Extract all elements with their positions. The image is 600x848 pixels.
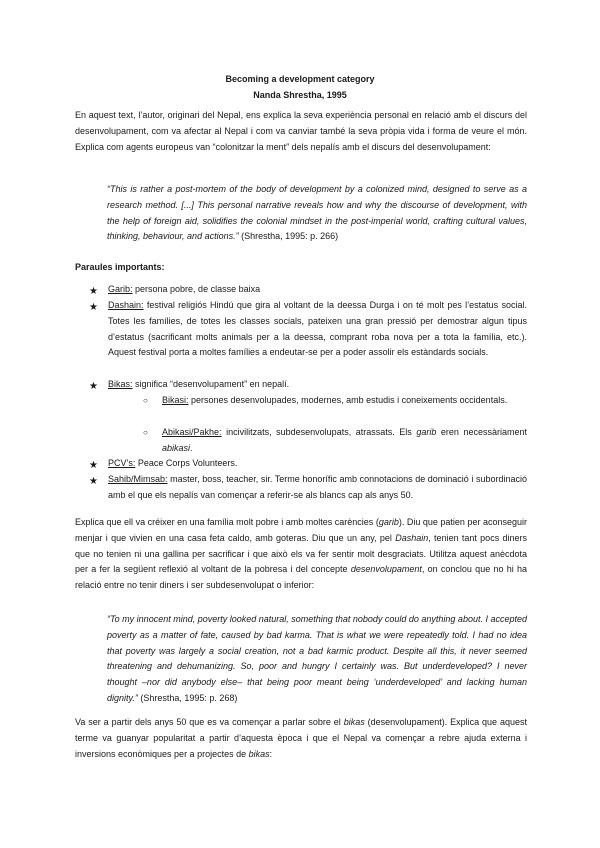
circle-icon: ○ [143, 428, 148, 437]
text-run: ). Diu que patien per aconseguir menjar i que vivien en una casa feta caldo, amb goteras. Diu que un any, pel [75, 517, 527, 543]
subterm-definition: . [190, 442, 193, 453]
circle-icon: ○ [143, 396, 148, 405]
text-run-italic: desenvolupament [350, 564, 422, 575]
text-run: : [269, 748, 273, 759]
star-icon: ★ [89, 381, 98, 392]
term-definition: significa “desenvolupament” en nepalí. [132, 379, 290, 389]
star-icon: ★ [89, 302, 98, 313]
text-run-italic: garib [378, 517, 399, 527]
paragraph-3 [75, 715, 527, 762]
intro-paragraph: En aquest text, l’autor, originari del Nepal, ens explica la seva experiència personal en relació amb el discurs del desenvolupament, com va afectar al Nepal i com va canviar també la seva pròpia vida i forma de veure el món. Explica com agents europeus van “colonitzar la ment” dels nepalís amb el discurs del desenvolupament: [75, 110, 527, 152]
text-run-italic: bikas [248, 748, 270, 759]
subterm-definition-italic: abikasi [162, 442, 191, 453]
subterm-definition-italic: garib [416, 427, 437, 437]
term-dashain [108, 298, 527, 361]
quote-1-text: “This is rather a post-mortem of the body of development by a colonized mind, designed to serve as a research method. [...] This personal narrative reveals how and why the discourse of development, with the help of foreign aid, solidifies the colonial mindset in the post-imperial world, crafting cultural values, thinking, behaviour, and actions.” [107, 184, 527, 242]
subterm-definition: incivilitzats, subdesenvolupats, atrassats. Els [221, 427, 417, 437]
term-label: Sahib/Mimsab: [108, 474, 168, 484]
text-run-italic: Dashain [395, 532, 429, 543]
subterm-label: Bikasi: [162, 395, 189, 405]
term-label: PCV’s: [108, 458, 136, 468]
text-run-italic: bikas [343, 717, 365, 727]
document-author: Nanda Shrestha, 1995 [253, 90, 347, 100]
text-run: , on conclou que no hi ha relació entre no tenir diners i ser subdesenvolupat o inferior: [75, 564, 528, 591]
term-label: Bikas: [108, 379, 133, 389]
document-title: Becoming a development category [225, 74, 375, 84]
term-definition: master, boss, teacher, sir. Terme honorífic amb connotacions de dominació i subordinació amb el que els nepalís van començar a referir-se als blancs cap als anys 50. [108, 474, 527, 500]
star-icon: ★ [89, 460, 98, 471]
quote-2-cite: (Shrestha, 1995: p. 268) [137, 692, 238, 703]
term-garib [108, 282, 527, 298]
subterm-bikasi [162, 393, 527, 409]
term-label: Dashain: [108, 300, 144, 310]
quote-1-cite: (Shrestha, 1995: p. 266) [238, 231, 339, 242]
subterm-definition: persones desenvolupades, modernes, amb estudis i coneixements occidentals. [188, 395, 508, 405]
quote-2-text: “To my innocent mind, poverty looked natural, something that nobody could do anything about. I accepted poverty as a matter of fate, caused by bad karma. That is what we were repeatedly told. I had no idea that poverty was largely a social creation, not a bad karmic product. Despite all this, it never seemed threatening and dehumanizing. So, poor and hungry I certainly was. But underdeveloped? I never thought –nor did anybody else– that being poor meant being ‘underdeveloped’ and lacking human dignity.” [107, 614, 527, 703]
star-icon: ★ [89, 286, 98, 297]
text-run: Explica que ell va créixer en una família molt pobre i amb moltes carències ( [75, 517, 379, 527]
text-run: , tenien tant pocs diners que no tenien ni una gallina per sacrificar i que això els va fer sentir molt desgraciats. Utilitza aquest anècdota per a fer la següent reflexió al voltant de la pobresa i del concepte [75, 532, 527, 575]
text-run: Va ser a partir dels anys 50 que es va començar a parlar sobre el [75, 717, 344, 727]
subterm-definition: eren necessàriament [436, 427, 527, 437]
term-sahib-mimsab [108, 472, 527, 504]
keywords-heading: Paraules importants: [75, 262, 165, 272]
quote-2 [107, 612, 527, 707]
term-definition: persona pobre, de classe baixa [132, 284, 261, 294]
text-run: (desenvolupament). Explica que aquest terme va guanyar popularitat a partir d’aquesta època i que el Nepal va començar a rebre ajuda externa i inversions econòmiques per a projectes de [75, 717, 527, 759]
term-bikas [108, 377, 527, 393]
term-definition: Peace Corps Volunteers. [135, 458, 238, 468]
star-icon: ★ [89, 476, 98, 487]
term-pcvs [108, 456, 527, 472]
paragraph-2 [75, 515, 527, 594]
quote-1 [107, 182, 527, 245]
term-label: Garib: [108, 284, 133, 294]
term-definition: festival religiós Hindú que gira al voltant de la deessa Durga i on té molt pes l’estatus social. Totes les famílies, de totes les classes socials, pateixen una gran pressió per demostrar algun tipus d’estatus (sacrificant molts animals per a la deessa, comprant roba nova per a tota la família, etc.). Aquest festival porta a moltes famílies a endeutar-se per a poder assolir els estàndards socials. [108, 300, 527, 358]
subterm-abikasi [162, 425, 527, 457]
subterm-label: Abikasi/Pakhe: [162, 427, 222, 437]
